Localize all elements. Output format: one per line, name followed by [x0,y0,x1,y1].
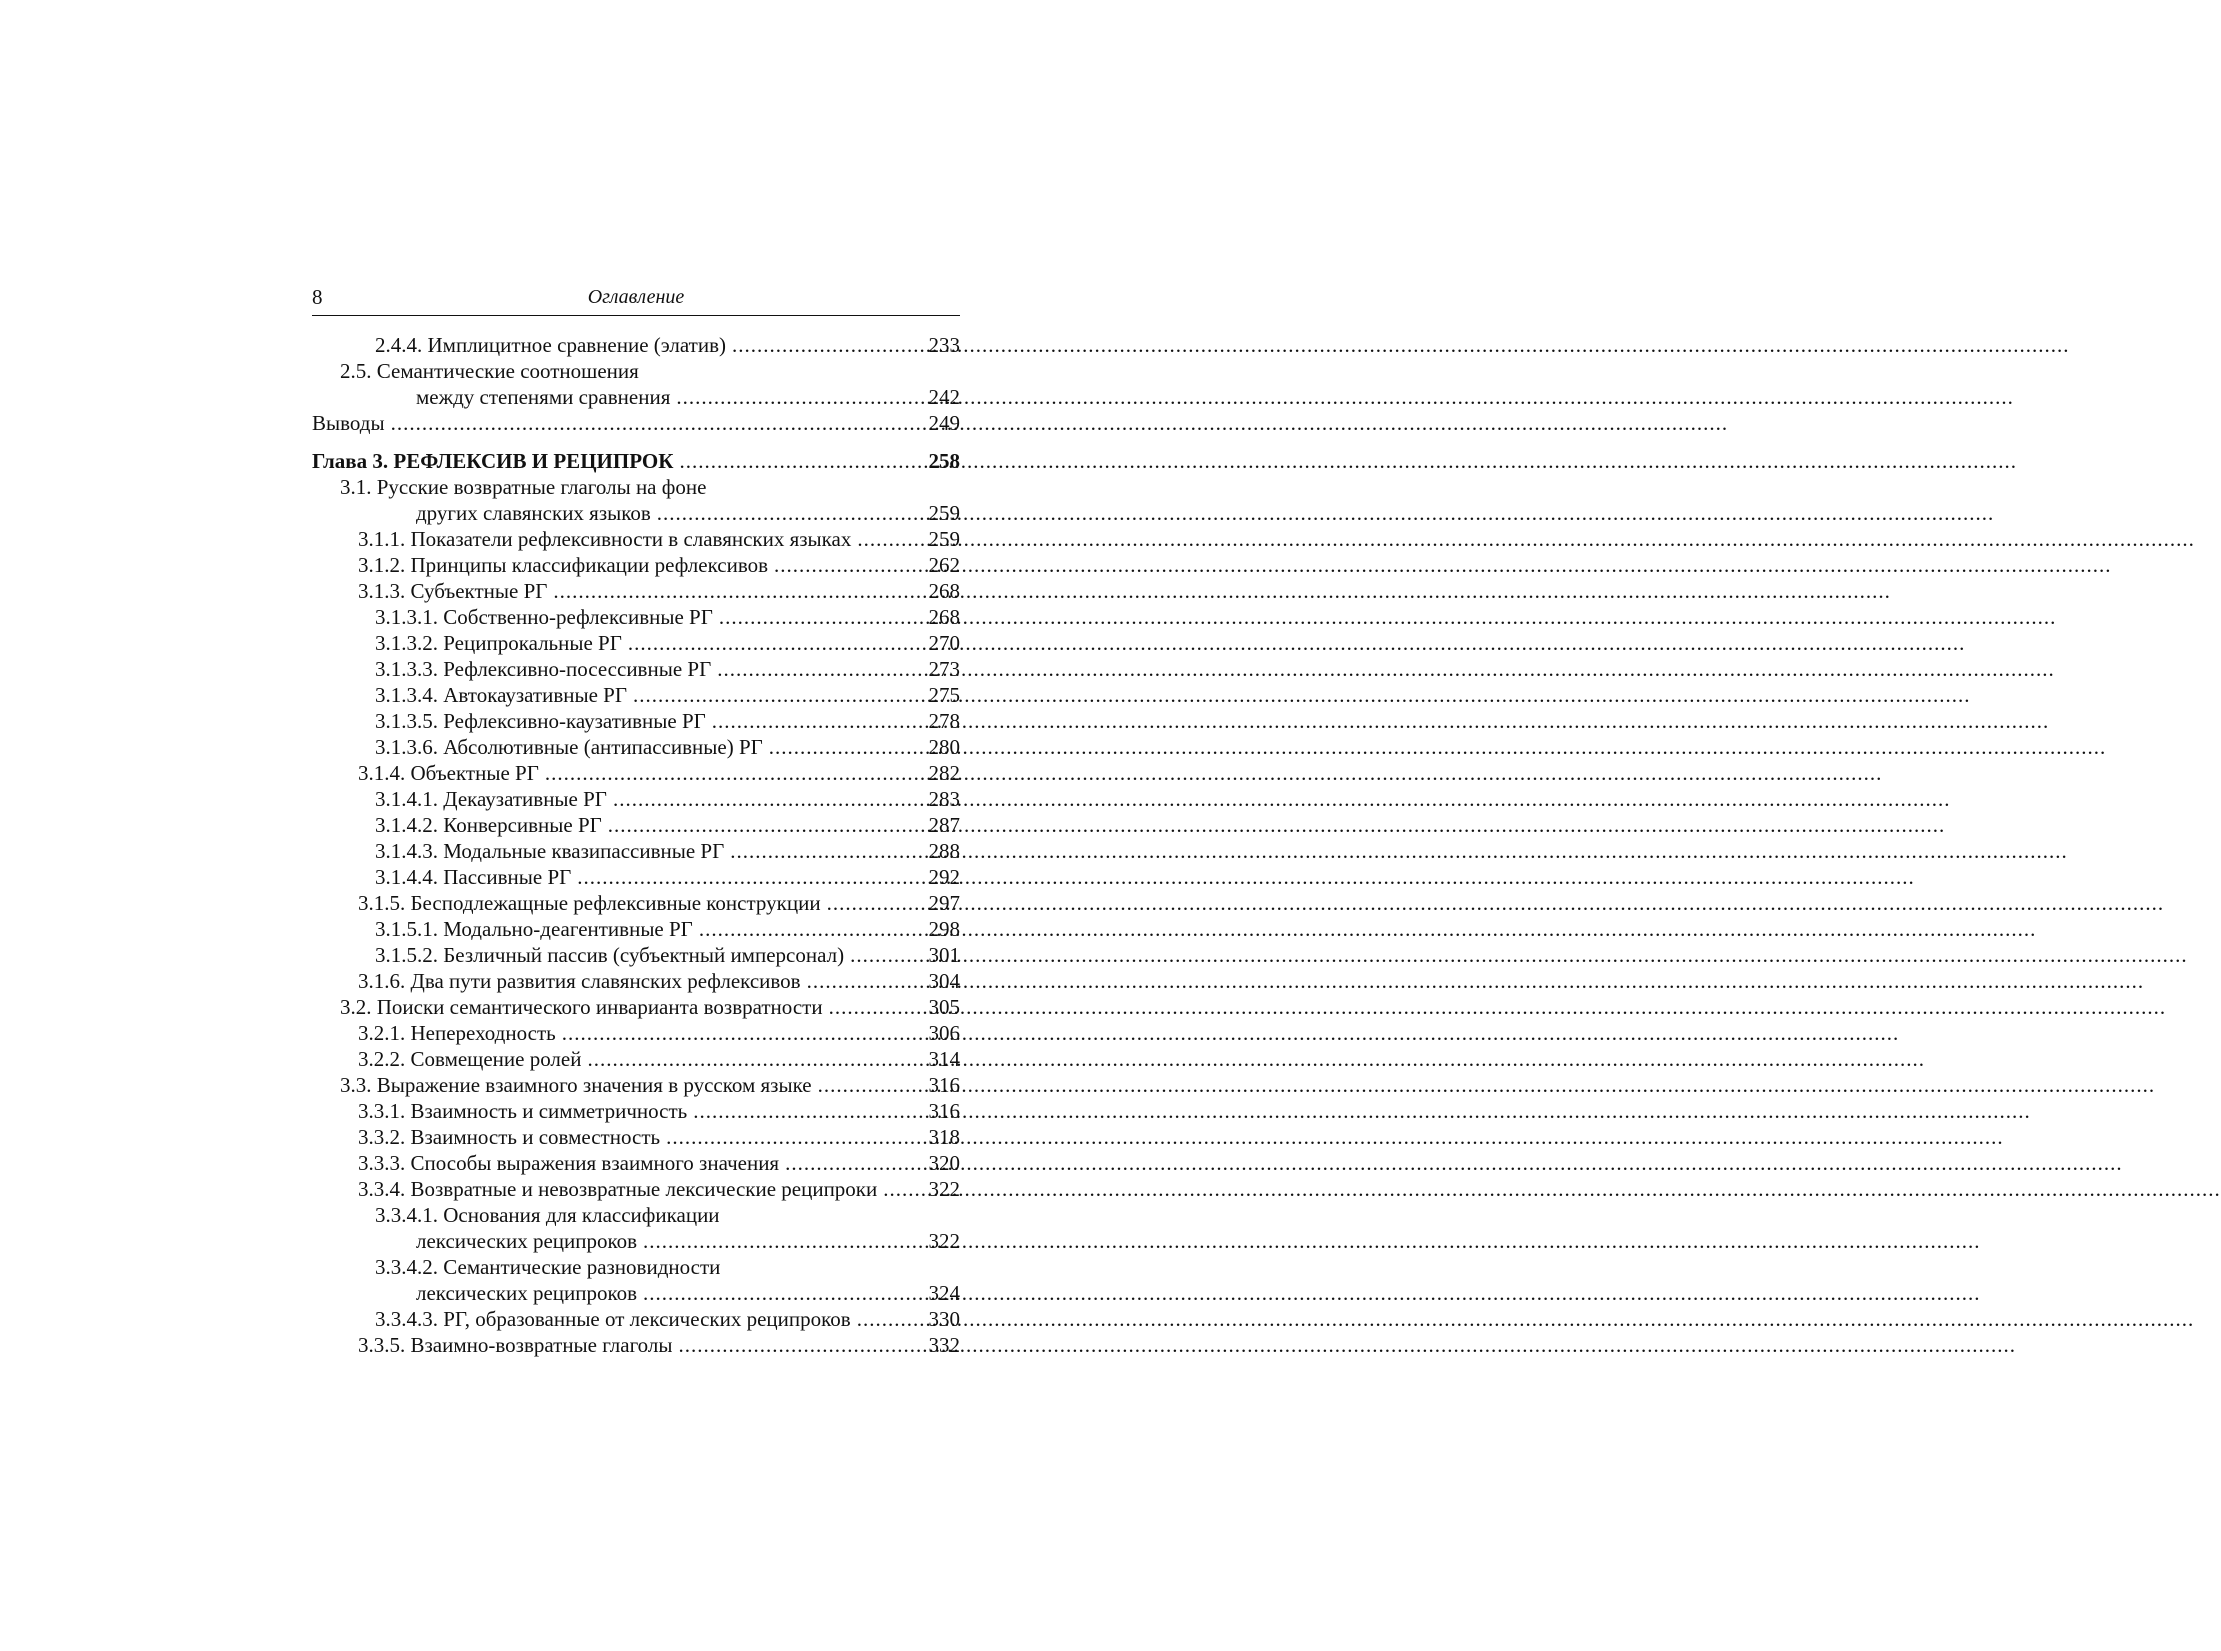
toc-entry-page: 242 [928,385,960,409]
dot-leader [693,1098,922,1124]
dot-leader [608,812,922,838]
toc-entry-title: 3.1.4.1. Декаузативные РГ [375,787,607,811]
toc-entry-title: 3.2. Поиски семантического инварианта возвратности [340,995,823,1019]
toc-entry-title: Выводы [312,411,385,435]
toc-entry [312,786,960,812]
toc-entry-page: 270 [928,631,960,655]
toc-entry-title: 3.3.2. Взаимность и совместность [358,1125,661,1149]
dot-leader [587,1046,922,1072]
toc-entry [312,500,960,526]
toc-entry [312,1046,960,1072]
toc-entry-title: 3.1.3. Субъектные РГ [358,579,548,603]
toc-entry-page: 305 [928,995,960,1019]
toc-entry [312,1254,960,1280]
dot-leader [827,890,922,916]
toc-entry-title: 3.3.4.2. Семантические разновидности [375,1255,721,1279]
toc-entry-title: 3.1.5.2. Безличный пассив (субъектный имперсонал) [375,943,845,967]
toc-entry-title: 3.1.4. Объектные РГ [358,761,539,785]
toc-entry-title: 3.3.4.3. РГ, образованные от лексических реципроков [375,1307,851,1331]
toc-entry [312,1150,960,1176]
toc-entry-page: 275 [928,683,960,707]
dot-leader [732,332,922,358]
toc-entry-title: лексических реципроков [416,1281,638,1305]
toc-entry-title: 3.1.3.3. Рефлексивно-посессивные РГ [375,657,712,681]
toc-entry [312,1176,960,1202]
toc-entry-page: 306 [928,1021,960,1045]
toc-entry-title: 3.1.3.4. Автокаузативные РГ [375,683,627,707]
toc-entry-page: 249 [928,411,960,435]
dot-leader [562,1020,922,1046]
toc-entry-page: 280 [928,735,960,759]
dot-leader [883,1176,922,1202]
toc-entry-page: 332 [928,1333,960,1357]
toc-entry [312,916,960,942]
dot-leader [679,1332,923,1358]
toc-entry [312,760,960,786]
dot-leader [807,968,922,994]
toc-entry [312,994,960,1020]
toc-entry [312,358,960,384]
toc-entry-title: 3.3.4.1. Основания для классификации [375,1203,720,1227]
toc-entry [312,838,960,864]
toc-entry-title: 2.5. Семантические соотношения [340,359,639,383]
toc-entry-title: 3.1.4.3. Модальные квазипассивные РГ [375,839,725,863]
toc-entry-title: 2.4.4. Имплицитное сравнение (элатив) [375,333,727,357]
toc-entry-title: 3.3.1. Взаимность и симметричность [358,1099,688,1123]
section-gap [312,436,960,448]
toc-entry-page: 259 [928,527,960,551]
toc-entry [312,552,960,578]
toc-entry [312,410,960,436]
toc-entry-title: 3.1.3.2. Реципрокальные РГ [375,631,622,655]
toc-entry-page: 278 [928,709,960,733]
page-number: 8 [312,285,323,309]
toc-entry-page: 298 [928,917,960,941]
toc-entry [312,1124,960,1150]
dot-leader [676,384,922,410]
toc-entry-page: 324 [928,1281,960,1305]
toc-entry-page: 268 [928,579,960,603]
dot-leader [628,630,922,656]
toc-entry [312,1306,960,1332]
toc-entry-title: 3.2.2. Совмещение ролей [358,1047,582,1071]
dot-leader [719,604,922,630]
toc-entry [312,1228,960,1254]
toc-entry-title: 3.3.3. Способы выражения взаимного значения [358,1151,780,1175]
toc-entry [312,682,960,708]
toc-entry [312,812,960,838]
dot-leader [717,656,922,682]
toc-entry-page: 259 [928,501,960,525]
toc-entry [312,474,960,500]
toc-entry-title: 3.1.3.6. Абсолютивные (антипассивные) РГ [375,735,763,759]
toc-entry-title: 3.1.1. Показатели рефлексивности в славянских языках [358,527,852,551]
toc-entry [312,630,960,656]
toc-entry [312,864,960,890]
toc-entry-page: 282 [928,761,960,785]
toc-entry-page: 304 [928,969,960,993]
dot-leader [633,682,922,708]
toc-entry [312,526,960,552]
dot-leader [613,786,922,812]
dot-leader [545,760,922,786]
dot-leader [553,578,922,604]
toc-entry-title: 3.2.1. Непереходность [358,1021,556,1045]
toc-entry [312,1280,960,1306]
toc-entry-page: 258 [928,449,960,473]
toc-entry-title: 3.1. Русские возвратные глаголы на фоне [340,475,707,499]
toc-entry [312,604,960,630]
toc-entry-page: 322 [928,1229,960,1253]
dot-leader [785,1150,922,1176]
toc-entry-page: 330 [928,1307,960,1331]
toc-entry [312,968,960,994]
toc-entry [312,656,960,682]
toc-entry-page: 288 [928,839,960,863]
toc-entry-title: 3.1.5. Бесподлежащные рефлексивные конструкции [358,891,821,915]
toc-entry-page: 297 [928,891,960,915]
dot-leader [769,734,922,760]
dot-leader [666,1124,922,1150]
toc-entry-page: 316 [928,1099,960,1123]
dot-leader [577,864,922,890]
toc-entry-title: 3.3.4. Возвратные и невозвратные лексические реципроки [358,1177,878,1201]
toc-entry-page: 233 [928,333,960,357]
toc-entry [312,708,960,734]
dot-leader [699,916,922,942]
toc-entry-page: 314 [928,1047,960,1071]
dot-leader [679,448,922,474]
toc-entry [312,942,960,968]
toc-chapter-entry [312,448,960,474]
dot-leader [730,838,922,864]
toc-entry-page: 318 [928,1125,960,1149]
toc-entry [312,1098,960,1124]
running-title: Оглавление [587,286,685,308]
toc-entry [312,578,960,604]
dot-leader [774,552,922,578]
toc-entry-title: 3.1.6. Два пути развития славянских рефлексивов [358,969,801,993]
table-of-contents [312,332,960,1358]
toc-entry-title: между степенями сравнения [416,385,671,409]
toc-entry-title: Глава 3. РЕФЛЕКСИВ И РЕЦИПРОК [312,449,674,473]
toc-entry-page: 283 [928,787,960,811]
dot-leader [818,1072,922,1098]
dot-leader [712,708,922,734]
toc-entry-page: 262 [928,553,960,577]
toc-entry-page: 322 [928,1177,960,1201]
toc-entry-title: 3.1.3.5. Рефлексивно-каузативные РГ [375,709,706,733]
dot-leader [857,526,922,552]
dot-leader [643,1280,922,1306]
toc-entry-title: 3.1.2. Принципы классификации рефлексивов [358,553,769,577]
toc-entry-title: 3.1.5.1. Модально-деагентивные РГ [375,917,693,941]
toc-entry [312,332,960,358]
dot-leader [857,1306,922,1332]
book-page [312,283,960,1358]
dot-leader [643,1228,922,1254]
dot-leader [391,410,922,436]
dot-leader [850,942,922,968]
toc-entry [312,890,960,916]
toc-entry-page: 301 [928,943,960,967]
toc-entry-page: 320 [928,1151,960,1175]
toc-entry-page: 292 [928,865,960,889]
toc-entry [312,1072,960,1098]
toc-entry [312,734,960,760]
toc-entry-page: 316 [928,1073,960,1097]
dot-leader [829,994,922,1020]
toc-entry [312,1020,960,1046]
toc-entry-title: 3.1.4.4. Пассивные РГ [375,865,572,889]
running-head [312,283,960,316]
toc-entry [312,384,960,410]
toc-entry-title: других славянских языков [416,501,651,525]
toc-entry-page: 268 [928,605,960,629]
toc-entry-title: 3.3. Выражение взаимного значения в русском языке [340,1073,812,1097]
toc-entry-title: лексических реципроков [416,1229,638,1253]
toc-entry-title: 3.1.4.2. Конверсивные РГ [375,813,602,837]
toc-entry-title: 3.1.3.1. Собственно-рефлексивные РГ [375,605,713,629]
toc-entry [312,1332,960,1358]
toc-entry-page: 273 [928,657,960,681]
toc-entry-title: 3.3.5. Взаимно-возвратные глаголы [358,1333,673,1357]
dot-leader [657,500,922,526]
toc-entry [312,1202,960,1228]
toc-entry-page: 287 [928,813,960,837]
